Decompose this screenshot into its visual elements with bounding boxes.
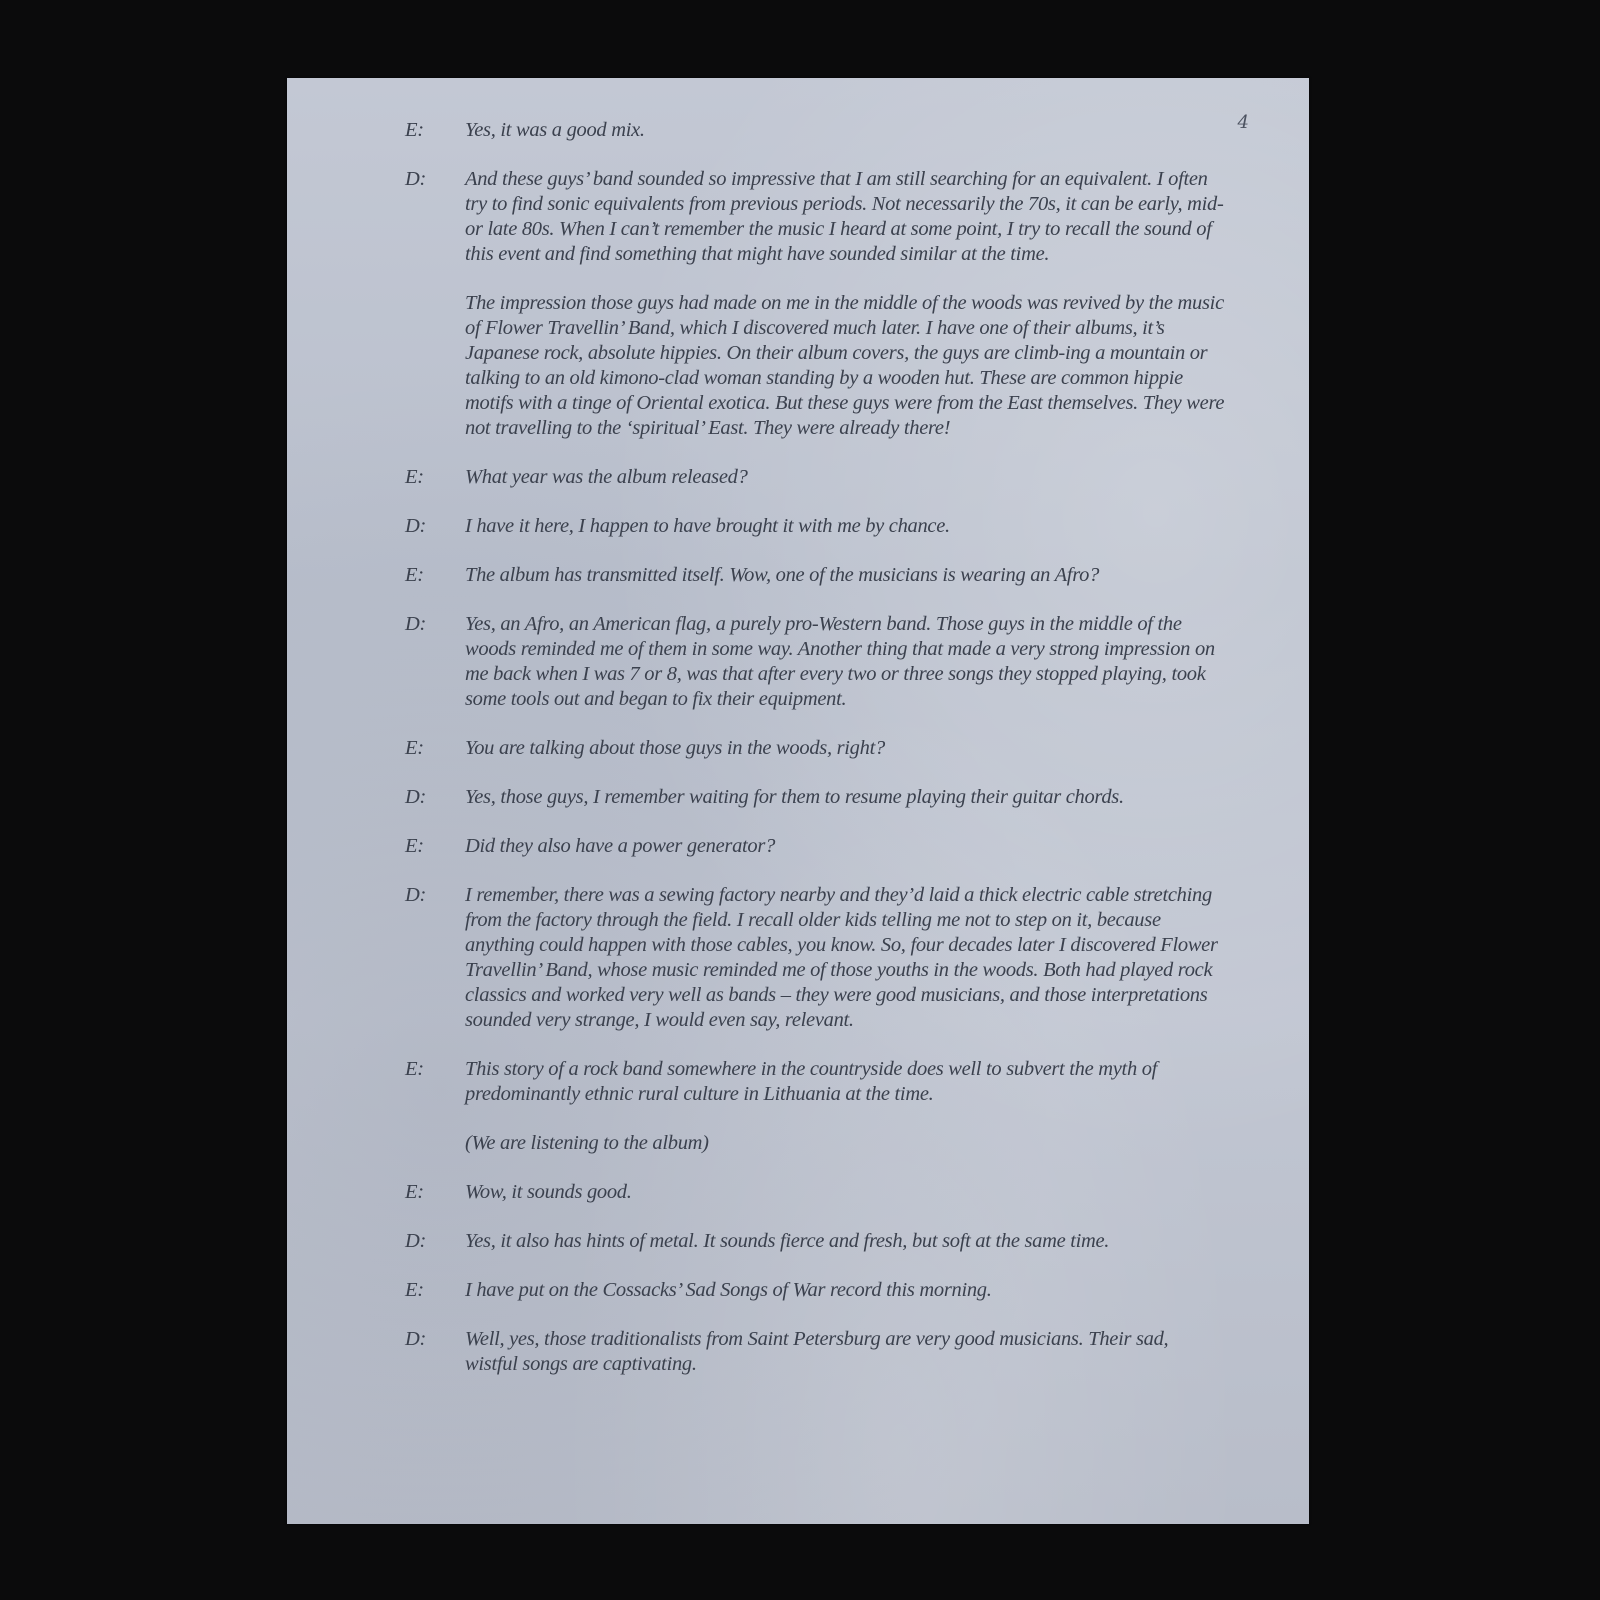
entry-text [465,167,1225,441]
speaker-label: D: [405,786,427,808]
entry-paragraph: Wow, it sounds good. [465,1181,632,1203]
entry-paragraph: And these guys’ band sounded so impressive that I am still searching for an equivalent. I often try to find sonic equivalents from previous periods. Not necessarily the 70s, it can be early, mid- or late 80s. When I can’t remember the music I heard at some point, I try to recall the sound of this event and find something that might have sounded similar at the time. [465,168,1224,265]
entry-text [465,736,1225,761]
speaker-label: E: [405,737,424,759]
transcript-entry [405,1180,1225,1205]
speaker-label: E: [405,466,424,488]
transcript-entry [405,167,1225,441]
entry-paragraph: (We are listening to the album) [465,1132,709,1154]
speaker-label: E: [405,1181,424,1203]
entry-paragraph: Did they also have a power generator? [465,835,776,857]
entry-paragraph: Yes, those guys, I remember waiting for them to resume playing their guitar chords. [465,786,1124,808]
entry-paragraph: This story of a rock band somewhere in the countryside does well to subvert the myth of predominantly ethnic rural culture in Lithuania at the time. [465,1058,1158,1105]
document-page [287,78,1309,1524]
entry-paragraph: I have it here, I happen to have brought it with me by chance. [465,515,950,537]
entry-text [465,1057,1225,1156]
entry-text [465,1180,1225,1205]
speaker-label: E: [405,1279,424,1301]
entry-paragraph: Yes, an Afro, an American flag, a purely pro-Western band. Those guys in the middle of the woods reminded me of them in some way. Another thing that made a very strong impression on me back when I was 7 or 8, was that after every two or three songs they stopped playing, took some tools out and began to fix their equipment. [465,613,1215,710]
speaker-label: D: [405,1230,427,1252]
entry-paragraph: I remember, there was a sewing factory nearby and they’d laid a thick electric cable stretching from the factory through the field. I recall older kids telling me not to step on it, because anything could happen with those cables, you know. So, four decades later I discovered Flower Travellin’ Band, whose music reminded me of those youths in the woods. Both had played rock classics and worked very well as bands – they were good musicians, and those interpretations sounded very strange, I would even say, relevant. [465,884,1218,1031]
speaker-label: D: [405,613,427,635]
speaker-label: E: [405,835,424,857]
interview-transcript [405,118,1225,1401]
entry-text [465,612,1225,712]
transcript-entry [405,834,1225,859]
entry-text [465,563,1225,588]
speaker-label: E: [405,119,424,141]
entry-text [465,1229,1225,1254]
entry-text [465,118,1225,143]
transcript-entry [405,563,1225,588]
entry-paragraph: Yes, it also has hints of metal. It sounds fierce and fresh, but soft at the same time. [465,1230,1110,1252]
entry-text [465,514,1225,539]
entry-paragraph: The impression those guys had made on me in the middle of the woods was revived by the music of Flower Travellin’ Band, which I discovered much later. I have one of their albums, it’s Japanese rock, absolute hippies. On their album covers, the guys are climb-ing a mountain or talking to an old kimono-clad woman standing by a wooden hut. These are common hippie motifs with a tinge of Oriental exotica. But these guys were from the East themselves. They were not travelling to the ‘spiritual’ East. They were already there! [465,292,1225,439]
speaker-label: D: [405,884,427,906]
page-number: 4 [1237,112,1249,133]
transcript-entry [405,785,1225,810]
transcript-entry [405,118,1225,143]
transcript-entry [405,1278,1225,1303]
entry-paragraph: Yes, it was a good mix. [465,119,645,141]
transcript-entry [405,1057,1225,1156]
entry-text [465,1278,1225,1303]
transcript-entry [405,1327,1225,1377]
transcript-entry [405,883,1225,1033]
transcript-entry [405,514,1225,539]
speaker-label: E: [405,564,424,586]
entry-text [465,883,1225,1033]
entry-paragraph: What year was the album released? [465,466,748,488]
speaker-label: D: [405,515,427,537]
transcript-entry [405,736,1225,761]
transcript-entry [405,465,1225,490]
speaker-label: E: [405,1058,424,1080]
entry-text [465,1327,1225,1377]
entry-paragraph: Well, yes, those traditionalists from Saint Petersburg are very good musicians. Their sad, wistful songs are captivating. [465,1328,1169,1375]
entry-text [465,465,1225,490]
entry-text [465,785,1225,810]
speaker-label: D: [405,1328,427,1350]
speaker-label: D: [405,168,427,190]
transcript-entry [405,612,1225,712]
entry-text [465,834,1225,859]
entry-paragraph: The album has transmitted itself. Wow, one of the musicians is wearing an Afro? [465,564,1100,586]
transcript-entry [405,1229,1225,1254]
entry-paragraph: I have put on the Cossacks’ Sad Songs of War record this morning. [465,1279,992,1301]
entry-paragraph: You are talking about those guys in the woods, right? [465,737,885,759]
